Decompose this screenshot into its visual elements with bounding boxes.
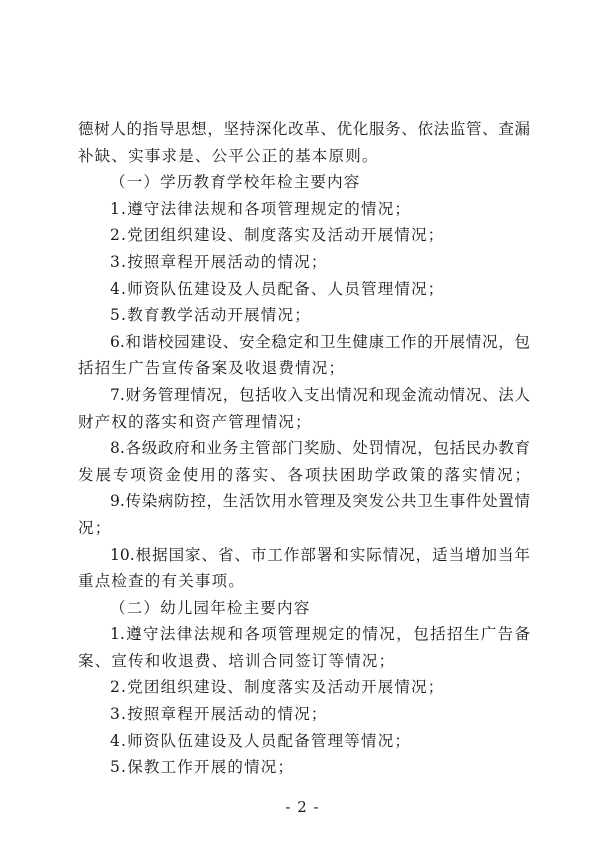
section-heading: （二）幼儿园年检主要内容 <box>110 598 311 617</box>
list-item: 1.遵守法律法规和各项管理规定的情况； <box>110 199 412 218</box>
document-body <box>78 116 530 781</box>
list-item: 3.按照章程开展活动的情况； <box>110 252 328 271</box>
list-item-continuation: 况； <box>78 518 112 537</box>
list-item-continuation: 发展专项资金使用的落实、各项扶困助学政策的落实情况； <box>78 465 530 484</box>
list-item: 4.师资队伍建设及人员配备管理等情况； <box>110 731 412 750</box>
list-item-continuation: 括招生广告宣传备案及收退费情况； <box>78 359 346 378</box>
page-number: - 2 - <box>285 798 320 816</box>
list-item-continuation: 案、宣传和收退费、培训合同签订等情况； <box>78 651 396 670</box>
list-item: 4.师资队伍建设及人员配备、人员管理情况； <box>110 279 445 298</box>
section-heading: （一）学历教育学校年检主要内容 <box>110 173 361 192</box>
list-item: 6.和谐校园建设、安全稳定和卫生健康工作的开展情况，包 <box>110 332 530 351</box>
list-item: 2.党团组织建设、制度落实及活动开展情况； <box>110 678 445 697</box>
list-item: 5.保教工作开展的情况； <box>110 758 295 777</box>
list-item-continuation: 财产权的落实和资产管理情况； <box>78 412 312 431</box>
list-item-continuation: 重点检查的有关事项。 <box>78 572 246 591</box>
paragraph-line: 补缺、实事求是、公平公正的基本原则。 <box>78 146 379 165</box>
list-item: 1.遵守法律法规和各项管理规定的情况，包括招生广告备 <box>110 625 530 644</box>
list-item: 9.传染病防控，生活饮用水管理及突发公共卫生事件处置情 <box>110 492 530 511</box>
paragraph-line: 德树人的指导思想，坚持深化改革、优化服务、依法监管、查漏 <box>78 120 530 138</box>
list-item: 8.各级政府和业务主管部门奖励、处罚情况，包括民办教育 <box>110 439 530 458</box>
list-item: 5.教育教学活动开展情况； <box>110 306 311 325</box>
list-item: 7.财务管理情况，包括收入支出情况和现金流动情况、法人 <box>110 385 530 404</box>
list-item: 3.按照章程开展活动的情况； <box>110 705 328 724</box>
list-item: 2.党团组织建设、制度落实及活动开展情况； <box>110 226 445 245</box>
list-item: 10.根据国家、省、市工作部署和实际情况，适当增加当年 <box>110 545 530 564</box>
